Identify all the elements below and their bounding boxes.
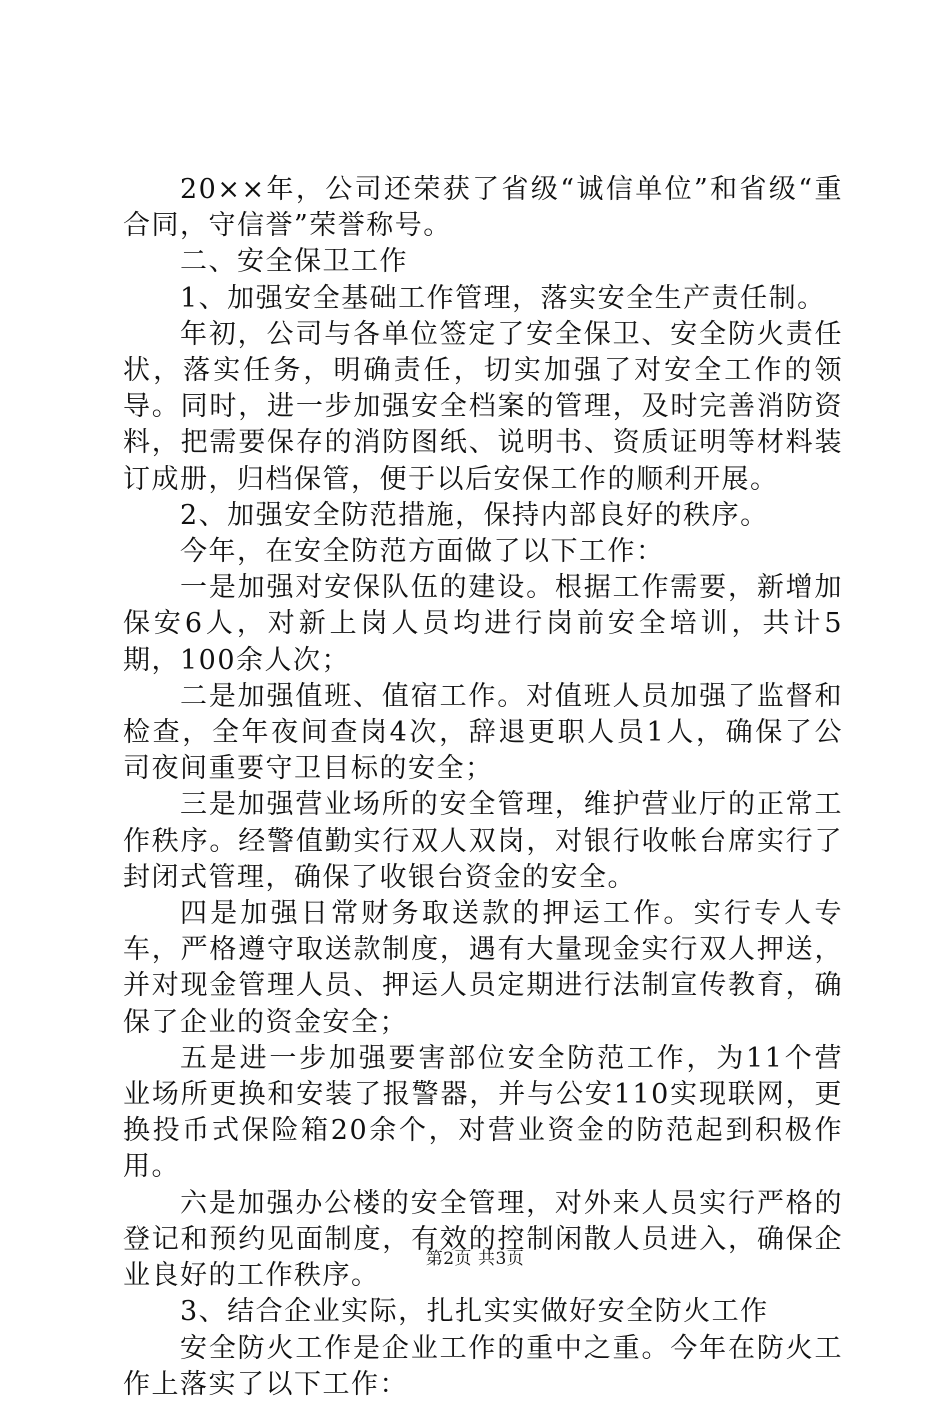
page-footer: 第2页 共3页 xyxy=(425,1249,525,1269)
paragraph: 20××年，公司还荣获了省级“诚信单位”和省级“重合同，守信誉”荣誉称号。 xyxy=(123,174,843,242)
paragraph: 五是进一步加强要害部位安全防范工作，为11个营业场所更换和安装了报警器，并与公安110实现联网，更换投币式保险箱20余个，对营业资金的防范起到积极作用。 xyxy=(123,1042,843,1183)
paragraph: 安全防火工作是企业工作的重中之重。今年在防火工作上落实了以下工作： xyxy=(123,1332,843,1400)
paragraph: 三是加强营业场所的安全管理，维护营业厅的正常工作秩序。经警值勤实行双人双岗，对银行收帐台席实行了封闭式管理，确保了收银台资金的安全。 xyxy=(123,789,843,893)
paragraph: 年初，公司与各单位签定了安全保卫、安全防火责任状，落实任务，明确责任，切实加强了对安全工作的领导。同时，进一步加强安全档案的管理，及时完善消防资料，把需要保存的消防图纸、说明书、资质证明等材料装订成册，归档保管，便于以后安保工作的顺利开展。 xyxy=(123,318,843,495)
section-heading: 二、安全保卫工作 xyxy=(180,246,408,278)
paragraph: 一是加强对安保队伍的建设。根据工作需要，新增加保安6人，对新上岗人员均进行岗前安全培训，共计5期，100余人次； xyxy=(123,572,843,676)
paragraph: 今年，在安全防范方面做了以下工作： xyxy=(180,536,665,568)
document-body xyxy=(123,172,843,1403)
subsection-heading: 2、加强安全防范措施，保持内部良好的秩序。 xyxy=(180,499,769,531)
paragraph: 四是加强日常财务取送款的押运工作。实行专人专车，严格遵守取送款制度，遇有大量现金实行双人押送，并对现金管理人员、押运人员定期进行法制宣传教育，确保了企业的资金安全； xyxy=(123,898,843,1038)
subsection-heading: 1、加强安全基础工作管理，落实安全生产责任制。 xyxy=(180,282,826,314)
paragraph: 六是加强办公楼的安全管理，对外来人员实行严格的登记和预约见面制度，有效的控制闲散人员进入，确保企业良好的工作秩序。 xyxy=(123,1187,843,1292)
paragraph: 二是加强值班、值宿工作。对值班人员加强了监督和检查，全年夜间查岗4次，辞退更职人员1人，确保了公司夜间重要守卫目标的安全； xyxy=(123,680,843,785)
subsection-heading: 3、结合企业实际，扎扎实实做好安全防火工作 xyxy=(180,1296,769,1328)
